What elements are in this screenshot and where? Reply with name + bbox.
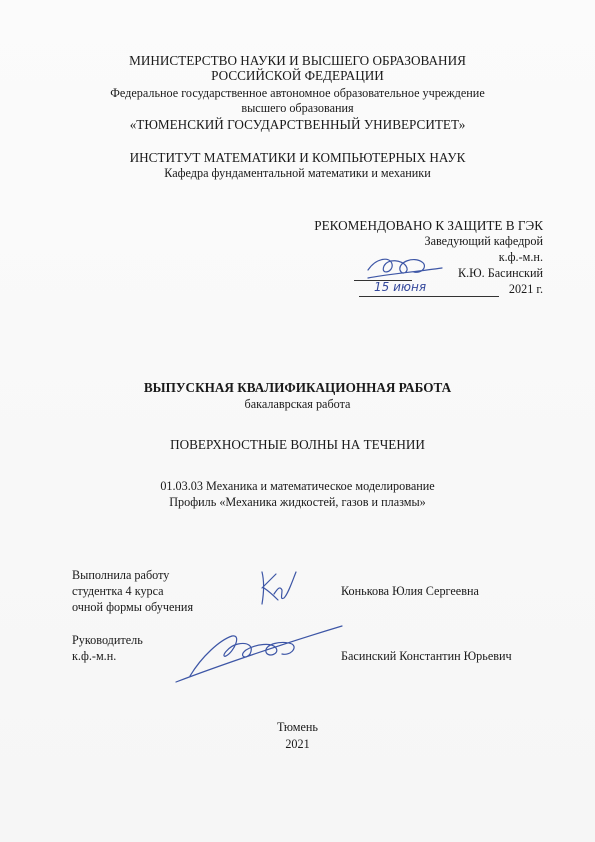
approval-title: РЕКОМЕНДОВАНО К ЗАЩИТЕ В ГЭК bbox=[314, 218, 543, 233]
work-specialty: 01.03.03 Механика и математическое моделирование bbox=[160, 479, 435, 493]
author-line-2: студентка 4 курса bbox=[72, 584, 164, 598]
author-line-1: Выполнила работу bbox=[72, 568, 170, 582]
author-name: Конькова Юлия Сергеевна bbox=[341, 584, 479, 598]
supervisor-name: Басинский Константин Юрьевич bbox=[341, 649, 512, 663]
date-line bbox=[359, 296, 499, 297]
ministry-line-2: РОССИЙСКОЙ ФЕДЕРАЦИИ bbox=[211, 68, 384, 83]
supervisor-line-1: Руководитель bbox=[72, 633, 143, 647]
ministry-line-1: МИНИСТЕРСТВО НАУКИ И ВЫСШЕГО ОБРАЗОВАНИЯ bbox=[129, 53, 466, 68]
approval-name: К.Ю. Басинский bbox=[457, 266, 543, 280]
supervisor-signature bbox=[172, 616, 348, 686]
institution-line-2: высшего образования bbox=[241, 101, 354, 115]
author-line-3: очной формы обучения bbox=[72, 600, 194, 614]
institution-line-1: Федеральное государственное автономное образовательное учреждение bbox=[110, 86, 485, 100]
handwritten-date: 15 июня bbox=[374, 280, 427, 294]
institute-name: ИНСТИТУТ МАТЕМАТИКИ И КОМПЬЮТЕРНЫХ НАУК bbox=[129, 150, 466, 165]
approval-year: 2021 г. bbox=[508, 282, 543, 296]
author-signature bbox=[252, 566, 298, 610]
work-profile: Профиль «Механика жидкостей, газов и плазмы» bbox=[169, 495, 426, 509]
supervisor-line-2: к.ф.-м.н. bbox=[72, 649, 117, 663]
university-name: «ТЮМЕНСКИЙ ГОСУДАРСТВЕННЫЙ УНИВЕРСИТЕТ» bbox=[129, 117, 466, 132]
footer-year: 2021 bbox=[285, 737, 310, 751]
work-type: ВЫПУСКНАЯ КВАЛИФИКАЦИОННАЯ РАБОТА bbox=[143, 380, 452, 395]
work-subtype: бакалаврская работа bbox=[244, 397, 351, 411]
department-name: Кафедра фундаментальной математики и механики bbox=[164, 166, 431, 180]
footer-city: Тюмень bbox=[277, 720, 318, 734]
approval-role: Заведующий кафедрой bbox=[424, 234, 543, 248]
work-topic: ПОВЕРХНОСТНЫЕ ВОЛНЫ НА ТЕЧЕНИИ bbox=[170, 437, 425, 452]
approval-degree: к.ф.-м.н. bbox=[498, 250, 543, 264]
